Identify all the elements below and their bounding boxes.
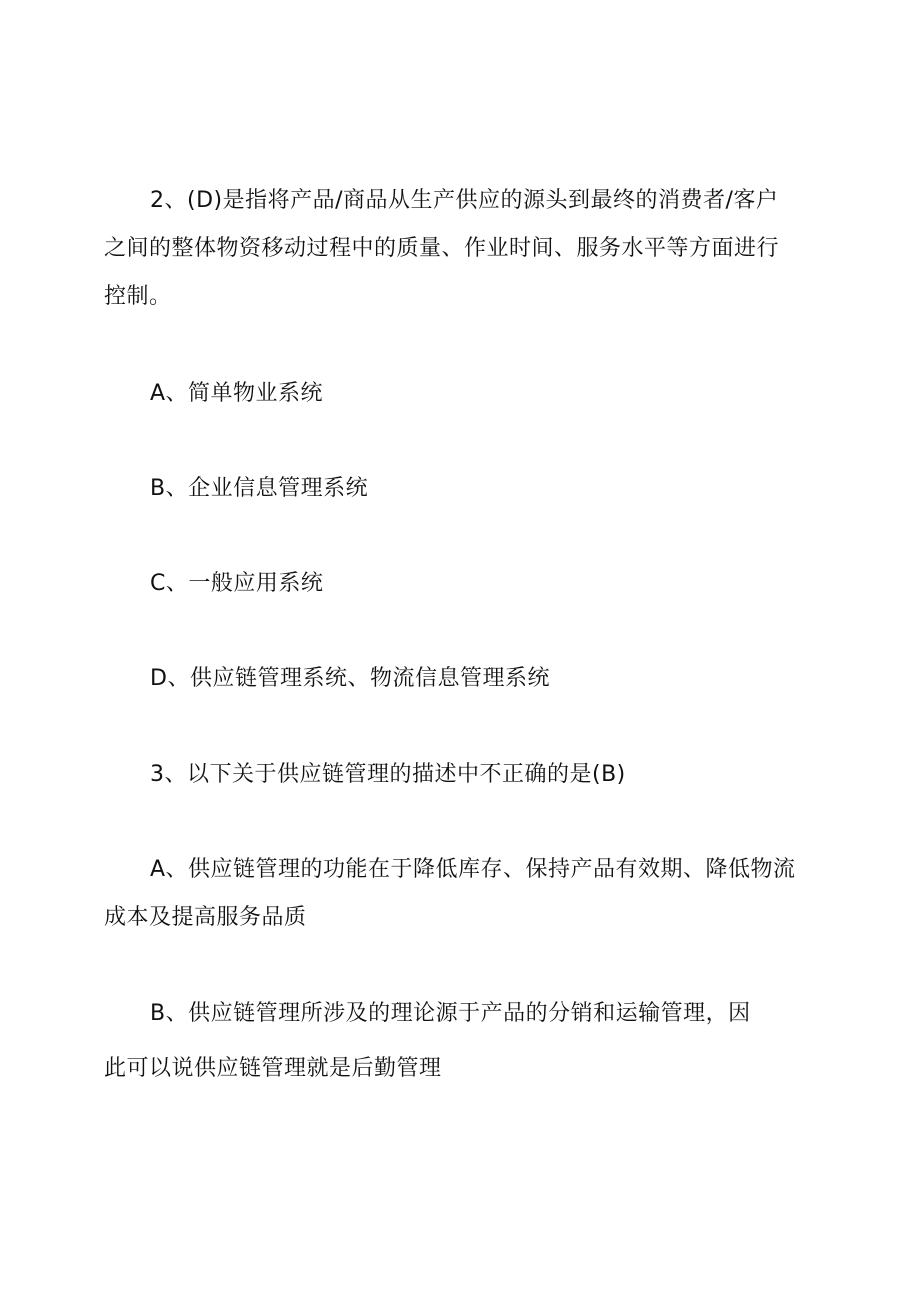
question-3-option-a-line-2: 成本及提高服务品质: [104, 905, 307, 930]
question-3-stem: 3、以下关于供应链管理的描述中不正确的是(B): [150, 762, 626, 787]
question-2-line-2: 之间的整体物资移动过程中的质量、作业时间、服务水平等方面进行: [104, 236, 780, 261]
question-2-line-3: 控制。: [104, 284, 172, 309]
question-2-line-1: 2、(D)是指将产品/商品从生产供应的源头到最终的消费者/客户: [150, 188, 779, 213]
question-2-option-b: B、企业信息管理系统: [150, 476, 369, 501]
question-2-option-a: A、简单物业系统: [150, 381, 324, 406]
question-2-option-d: D、供应链管理系统、物流信息管理系统: [150, 666, 550, 691]
question-3-option-b-line-1: B、供应链管理所涉及的理论源于产品的分销和运输管理，因: [150, 1001, 751, 1026]
question-2-option-c: C、一般应用系统: [150, 571, 324, 596]
question-3-option-a-line-1: A、供应链管理的功能在于降低库存、保持产品有效期、降低物流: [150, 857, 796, 882]
question-3-option-b-line-2: 此可以说供应链管理就是后勤管理: [104, 1056, 442, 1081]
